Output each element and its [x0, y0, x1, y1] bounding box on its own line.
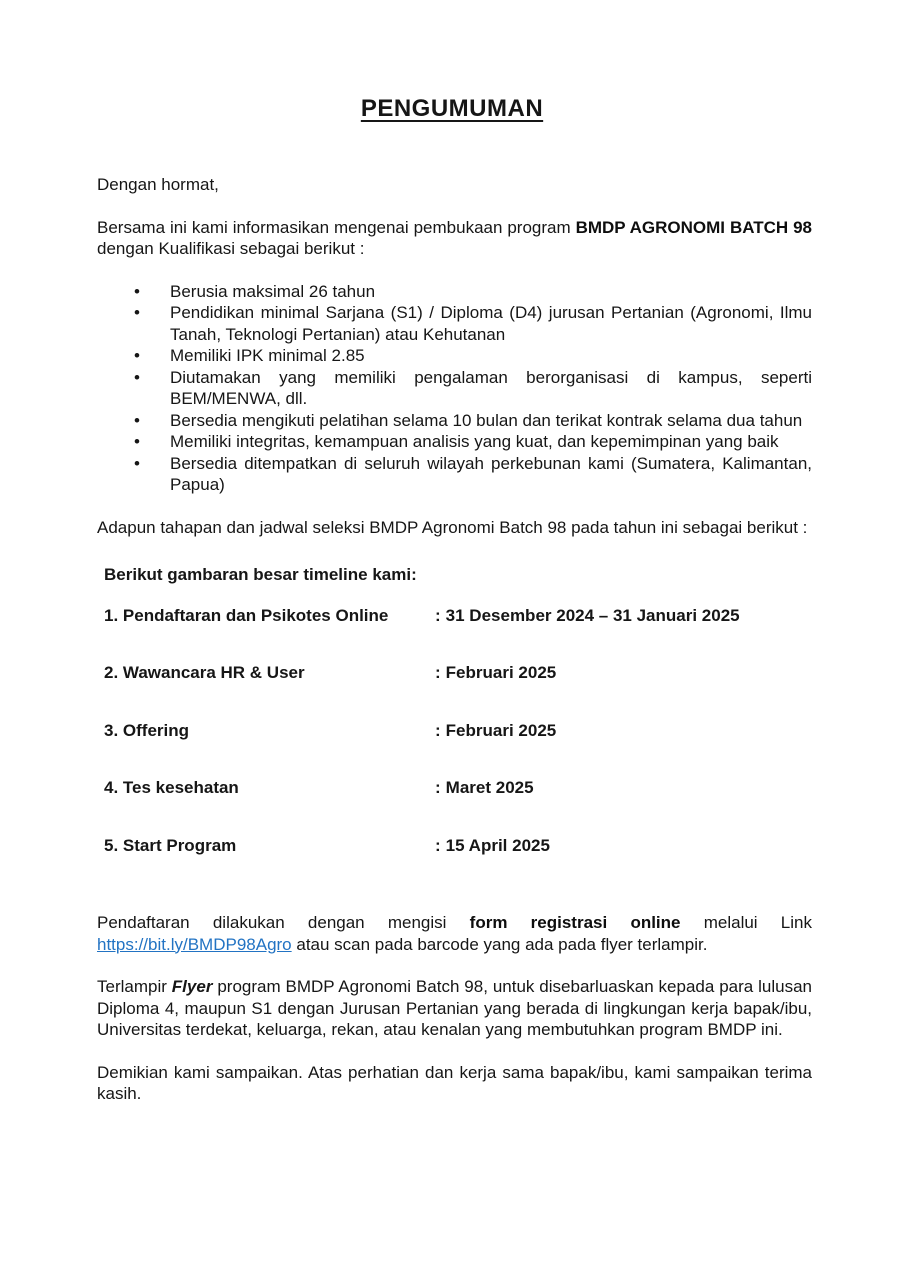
timeline-colon: : [435, 835, 441, 855]
timeline-item [104, 662, 812, 684]
intro-paragraph [97, 217, 812, 260]
intro-text-before: Bersama ini kami informasikan mengenai pembukaan program [97, 217, 576, 237]
flyer-paragraph [97, 976, 812, 1041]
flyer-text-after: program BMDP Agronomi Batch 98, untuk disebarluaskan kepada para lulusan Diploma 4, maupun S1 dengan Jurusan Pertanian yang berada di lingkungan kerja bapak/ibu, Universitas terdekat, keluarga, rekan, atau kenalan yang membutuhkan program BMDP ini. [97, 977, 812, 1039]
timeline-item [104, 720, 812, 742]
bullet-icon: • [134, 367, 140, 387]
timeline-item-value: 31 Desember 2024 – 31 Januari 2025 [445, 605, 740, 625]
timeline-item-value: Februari 2025 [445, 663, 557, 682]
qualification-item [97, 367, 812, 410]
qualifications-list [97, 281, 812, 496]
qualification-item [97, 453, 812, 496]
qualification-item [97, 410, 812, 432]
registration-bold-text: form registrasi online [469, 913, 681, 932]
document-body [97, 174, 812, 1105]
registration-paragraph [97, 912, 812, 955]
timeline-item-value: 15 April 2025 [445, 835, 550, 855]
bullet-icon: • [134, 346, 140, 365]
qualification-text: Diutamakan yang memiliki pengalaman berorganisasi di kampus, seperti BEM/MENWA, dll. [170, 367, 812, 408]
timeline-colon: : [435, 720, 441, 740]
qualification-text: Memiliki integritas, kemampuan analisis yang kuat, dan kepemimpinan yang baik [170, 432, 779, 451]
bullet-icon: • [134, 410, 140, 430]
timeline-item [104, 777, 812, 799]
qualification-item [97, 431, 812, 453]
schedule-intro-paragraph: Adapun tahapan dan jadwal seleksi BMDP Agronomi Batch 98 pada tahun ini sebagai berikut : [97, 517, 808, 537]
timeline-item [104, 605, 812, 627]
qualification-text: Bersedia mengikuti pelatihan selama 10 bulan dan terikat kontrak selama dua tahun [170, 410, 803, 430]
timeline-item-label: 2. Wawancara HR & User [104, 663, 305, 682]
bullet-icon: • [134, 432, 140, 451]
qualification-item [97, 281, 812, 303]
timeline-item-value: Februari 2025 [445, 720, 557, 740]
flyer-bold-italic-word: Flyer [171, 977, 213, 996]
registration-text-before: Pendaftaran dilakukan dengan mengisi [97, 913, 470, 932]
timeline-list [97, 605, 812, 857]
bullet-icon: • [134, 281, 140, 301]
timeline-colon: : [435, 605, 441, 625]
registration-link[interactable]: https://bit.ly/BMDP98Agro [97, 934, 292, 954]
qualification-item [97, 302, 812, 345]
bullet-icon: • [134, 303, 140, 322]
registration-text-after: atau scan pada barcode yang ada pada flyer terlampir. [291, 934, 708, 954]
closing-paragraph: Demikian kami sampaikan. Atas perhatian dan kerja sama bapak/ibu, kami sampaikan terima kasih. [97, 1062, 812, 1103]
timeline-colon: : [435, 778, 441, 797]
timeline-item [104, 835, 812, 857]
timeline-colon: : [435, 663, 441, 682]
qualification-text: Bersedia ditempatkan di seluruh wilayah perkebunan kami (Sumatera, Kalimantan, Papua) [170, 453, 812, 494]
intro-text-after: dengan Kualifikasi sebagai berikut : [97, 239, 365, 258]
qualification-text: Pendidikan minimal Sarjana (S1) / Diploma (D4) jurusan Pertanian (Agronomi, Ilmu Tanah, Teknologi Pertanian) atau Kehutanan [170, 303, 812, 344]
timeline-item-label: 5. Start Program [104, 835, 237, 855]
bullet-icon: • [134, 453, 140, 473]
timeline-heading: Berikut gambaran besar timeline kami: [104, 565, 417, 584]
registration-text-mid: melalui Link [680, 913, 812, 932]
program-name-bold: BMDP AGRONOMI BATCH 98 [575, 217, 813, 237]
qualification-text: Memiliki IPK minimal 2.85 [170, 346, 365, 365]
salutation: Dengan hormat, [97, 175, 219, 194]
page-title: PENGUMUMAN [360, 95, 544, 122]
timeline-item-label: 1. Pendaftaran dan Psikotes Online [104, 605, 389, 625]
timeline-item-label: 3. Offering [104, 720, 190, 740]
qualification-item [97, 345, 812, 367]
flyer-text-before: Terlampir [97, 977, 172, 996]
timeline-item-label: 4. Tes kesehatan [104, 778, 239, 797]
timeline-item-value: Maret 2025 [445, 778, 534, 797]
qualification-text: Berusia maksimal 26 tahun [170, 281, 376, 301]
